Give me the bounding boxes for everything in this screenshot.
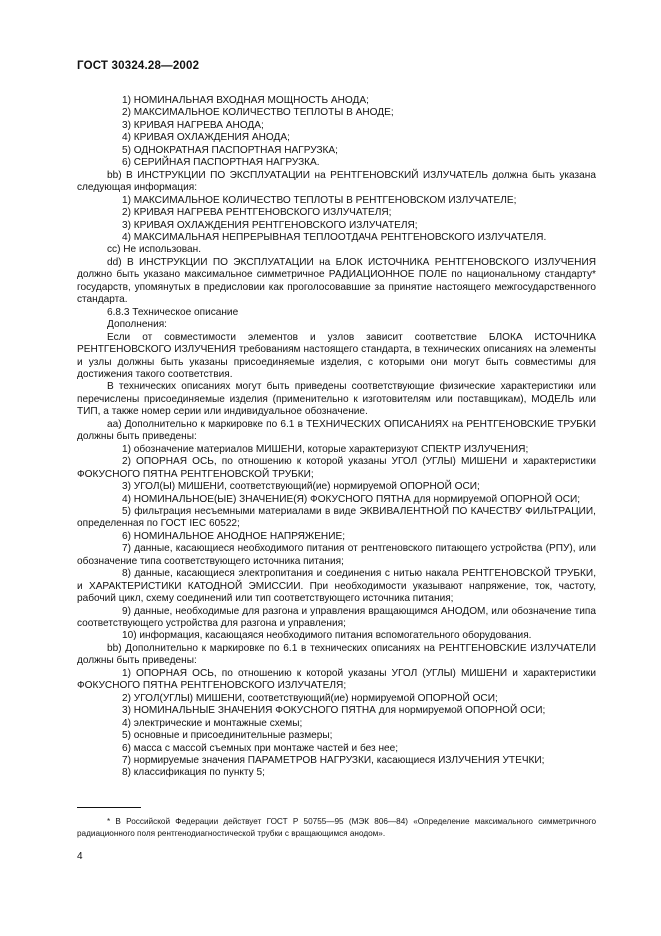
paragraph: 3) КРИВАЯ НАГРЕВА АНОДА; (122, 119, 264, 131)
paragraph: 3) УГОЛ(Ы) МИШЕНИ, соответствующий(ие) нормируемой ОПОРНОЙ ОСИ; (122, 481, 480, 493)
paragraph: 4) КРИВАЯ ОХЛАЖДЕНИЯ АНОДА; (122, 132, 290, 144)
paragraph: 5) основные и присоединительные размеры; (122, 730, 333, 742)
paragraph: Если от совместимости элементов и узлов зависит соответствие БЛОКА ИСТОЧНИКА РЕНТГЕНОВСКОГО ИЗЛУЧЕНИЯ требованиям настоящего стандарта, в технических описаниях на элементы и узлы должны быть указаны присоединяемые изделия, с которыми они могут быть совместимы для достижения такого соответствия. (77, 331, 596, 380)
paragraph: 8) данные, касающиеся электропитания и соединения с нитью накала РЕНТГЕНОВСКОЙ ТРУБКИ, и ХАРАКТЕРИСТИКИ КАТОДНОЙ ЭМИССИИ. При необходимости указывают напряжение, ток, частоту, рабочий цикл, схему соединений или тип соответствующего источника питания; (77, 568, 596, 605)
paragraph: 5) фильтрация несъемными материалами в виде ЭКВИВАЛЕНТНОЙ ПО КАЧЕСТВУ ФИЛЬТРАЦИИ, определенная по ГОСТ IEC 60522; (77, 505, 596, 530)
footnote-divider (77, 807, 141, 808)
paragraph: 1) МАКСИМАЛЬНОЕ КОЛИЧЕСТВО ТЕПЛОТЫ В РЕНТГЕНОВСКОМ ИЗЛУЧАТЕЛЕ; (122, 194, 517, 206)
body-text (77, 95, 596, 780)
paragraph: 3) НОМИНАЛЬНЫЕ ЗНАЧЕНИЯ ФОКУСНОГО ПЯТНА для нормируемой ОПОРНОЙ ОСИ; (122, 705, 546, 717)
paragraph: bb) В ИНСТРУКЦИИ ПО ЭКСПЛУАТАЦИИ на РЕНТГЕНОВСКИЙ ИЗЛУЧАТЕЛЬ должна быть указана следующая информация: (77, 169, 596, 194)
paragraph: 5) ОДНОКРАТНАЯ ПАСПОРТНАЯ НАГРУЗКА; (122, 144, 338, 156)
paragraph: cc) Не использован. (107, 244, 202, 256)
standard-header: ГОСТ 30324.28—2002 (77, 60, 200, 72)
paragraph: bb) Дополнительно к маркировке по 6.1 в технических описаниях на РЕНТГЕНОВСКИЕ ИЗЛУЧАТЕЛИ должны быть приведены: (77, 642, 596, 667)
paragraph: 6) НОМИНАЛЬНОЕ АНОДНОЕ НАПРЯЖЕНИЕ; (122, 530, 346, 542)
paragraph: Дополнения: (107, 319, 167, 331)
paragraph: 1) ОПОРНАЯ ОСЬ, по отношению к которой указаны УГОЛ (УГЛЫ) МИШЕНИ и характеристики ФОКУСНОГО ПЯТНА РЕНТГЕНОВСКОГО ИЗЛУЧАТЕЛЯ; (77, 667, 596, 692)
paragraph: 2) ОПОРНАЯ ОСЬ, по отношению к которой указаны УГОЛ (УГЛЫ) МИШЕНИ и характеристики ФОКУСНОГО ПЯТНА РЕНТГЕНОВСКОЙ ТРУБКИ; (77, 456, 596, 480)
paragraph: 1) НОМИНАЛЬНАЯ ВХОДНАЯ МОЩНОСТЬ АНОДА; (122, 95, 369, 106)
paragraph: 10) информация, касающаяся необходимого питания вспомогательного оборудования. (122, 630, 532, 642)
footnote: * В Российской Федерации действует ГОСТ Р 50755—95 (МЭК 806—84) «Определение максимального симметричного радиационного поля рентгенодиагностической трубки с вращающимся анодом». (77, 817, 596, 838)
paragraph: 4) МАКСИМАЛЬНАЯ НЕПРЕРЫВНАЯ ТЕПЛООТДАЧА РЕНТГЕНОВСКОГО ИЗЛУЧАТЕЛЯ. (122, 231, 547, 243)
paragraph: 7) данные, касающиеся необходимого питания от рентгеновского питающего устройства (РПУ), или обозначение типа соответствующего источника питания; (77, 543, 596, 567)
paragraph: 9) данные, необходимые для разгона и управления вращающимся АНОДОМ, или обозначение типа соответствующего устройства для разгона и управления; (77, 605, 596, 630)
paragraph: 6) масса с массой съемных при монтаже частей и без нее; (122, 742, 399, 754)
paragraph: 8) классификация по пункту 5; (122, 767, 265, 779)
paragraph: 6.8.3 Техническое описание (107, 306, 239, 318)
paragraph: 7) нормируемые значения ПАРАМЕТРОВ НАГРУЗКИ, касающиеся ИЗЛУЧЕНИЯ УТЕЧКИ; (122, 755, 545, 767)
paragraph: 2) МАКСИМАЛЬНОЕ КОЛИЧЕСТВО ТЕПЛОТЫ В АНОДЕ; (122, 107, 394, 119)
paragraph: В технических описаниях могут быть приведены соответствующие физические характеристики или перечислены присоединяемые изделия (применительно к изготовителям или поставщикам), МОДЕЛЬ или ТИП, а также номер серии или индивидуальное обозначение. (77, 381, 596, 418)
paragraph: 4) электрические и монтажные схемы; (122, 717, 303, 729)
paragraph: 2) КРИВАЯ НАГРЕВА РЕНТГЕНОВСКОГО ИЗЛУЧАТЕЛЯ; (122, 207, 392, 219)
paragraph: 4) НОМИНАЛЬНОЕ(ЫЕ) ЗНАЧЕНИЕ(Я) ФОКУСНОГО ПЯТНА для нормируемой ОПОРНОЙ ОСИ; (122, 493, 581, 505)
paragraph: 1) обозначение материалов МИШЕНИ, которые характеризуют СПЕКТР ИЗЛУЧЕНИЯ; (122, 443, 529, 455)
page-number: 4 (77, 851, 83, 862)
paragraph: 2) УГОЛ(УГЛЫ) МИШЕНИ, соответствующий(ие) нормируемой ОПОРНОЙ ОСИ; (122, 692, 498, 704)
paragraph: aa) Дополнительно к маркировке по 6.1 в ТЕХНИЧЕСКИХ ОПИСАНИЯХ на РЕНТГЕНОВСКИЕ ТРУБКИ должны быть приведены: (77, 418, 596, 443)
paragraph: 6) СЕРИЙНАЯ ПАСПОРТНАЯ НАГРУЗКА. (122, 157, 320, 169)
paragraph: 3) КРИВАЯ ОХЛАЖДЕНИЯ РЕНТГЕНОВСКОГО ИЗЛУЧАТЕЛЯ; (122, 219, 418, 231)
paragraph: dd) В ИНСТРУКЦИИ ПО ЭКСПЛУАТАЦИИ на БЛОК ИСТОЧНИКА РЕНТГЕНОВСКОГО ИЗЛУЧЕНИЯ должно быть указано максимальное симметричное РАДИАЦИОННОЕ ПОЛЕ по национальному стандарту* государств, упомянутых в предисловии как проголосовавшие за принятие настоящего межгосударственного стандарта. (77, 256, 596, 306)
